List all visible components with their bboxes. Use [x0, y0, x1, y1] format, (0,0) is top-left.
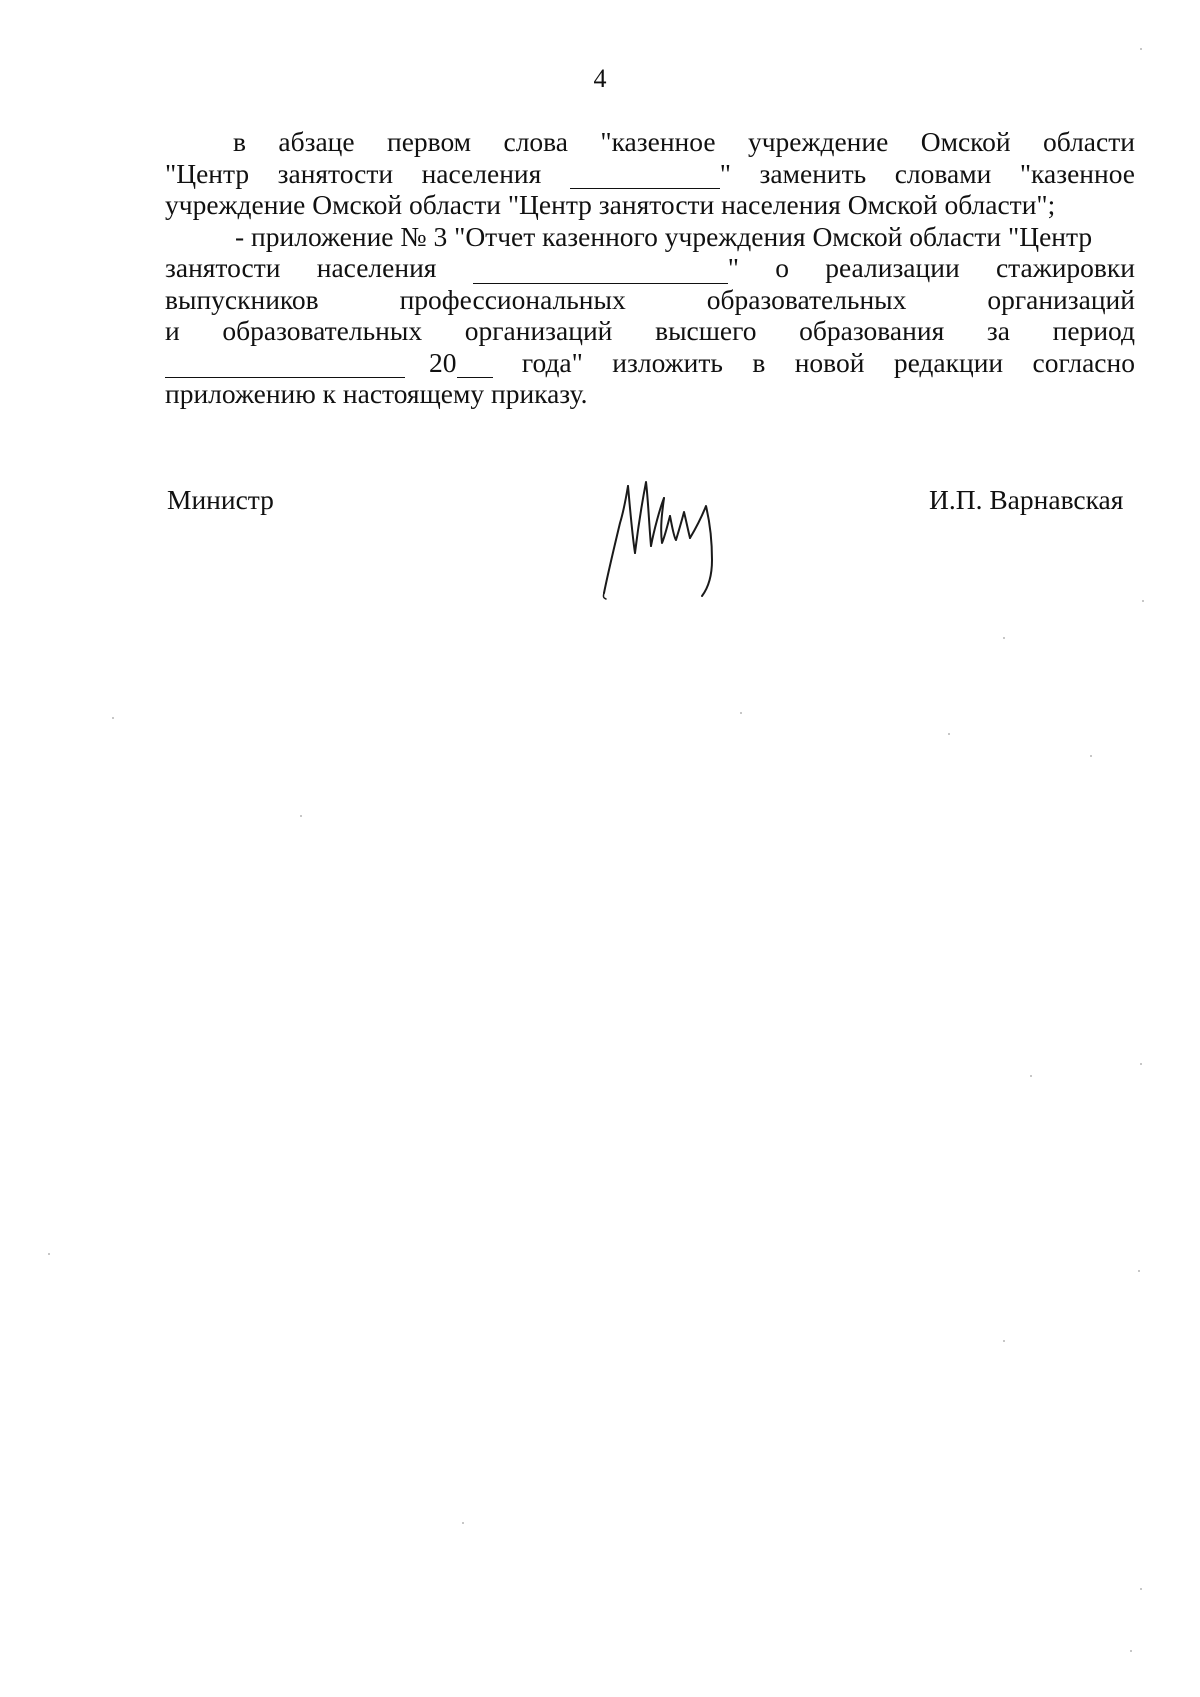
word: выпускников: [165, 283, 319, 315]
word: занятости: [165, 252, 281, 283]
text-line: [165, 189, 1135, 221]
scan-speck: [1140, 1063, 1142, 1065]
scan-speck: [1003, 637, 1005, 639]
word: и: [165, 315, 180, 346]
scan-speck: [1142, 600, 1144, 602]
word: редакции: [893, 346, 1004, 378]
word: образовательных: [706, 283, 907, 315]
scan-speck: [1003, 1340, 1005, 1342]
text-line: [165, 126, 1135, 158]
scan-speck: [740, 712, 742, 714]
word: в: [752, 346, 766, 378]
word: года": [521, 346, 583, 378]
blank-with-quote: [570, 158, 731, 190]
scan-speck: [300, 815, 302, 817]
scan-speck: [462, 1522, 464, 1524]
word: учреждение Омской области "Центр занятости населения Омской области";: [165, 189, 1056, 220]
word: занятости: [277, 157, 394, 189]
word: заменить: [759, 157, 867, 189]
word: за: [986, 315, 1010, 346]
word: образовательных: [222, 315, 423, 346]
word: высшего: [655, 315, 757, 346]
word: приложению к настоящему приказу.: [165, 378, 588, 409]
word: "казенное: [600, 126, 716, 157]
handwritten-signature: [600, 468, 760, 603]
blank-field: [473, 259, 728, 284]
word: населения: [421, 157, 542, 189]
scan-speck: [1130, 1650, 1132, 1652]
text-line: [165, 252, 1135, 284]
word: "Центр: [165, 157, 250, 189]
text-line: [165, 158, 1135, 190]
document-body: [165, 126, 1135, 410]
word: организаций: [464, 315, 613, 346]
text-line: [165, 315, 1135, 347]
word: 20: [429, 346, 457, 378]
word: учреждение: [747, 126, 889, 157]
word: новой: [794, 346, 865, 378]
word: первом: [386, 126, 472, 157]
scan-speck: [1138, 1270, 1140, 1272]
scan-speck: [948, 733, 950, 735]
blank-field: [165, 353, 405, 378]
signatory-position: Министр: [167, 484, 274, 515]
scan-speck: [1030, 1075, 1032, 1077]
word: согласно: [1032, 346, 1135, 378]
word: абзаце: [278, 126, 355, 157]
word: стажировки: [995, 252, 1135, 283]
word: профессиональных: [399, 283, 626, 315]
page-number: 4: [593, 64, 607, 93]
blank-field: [570, 164, 720, 189]
word: слова: [503, 126, 568, 157]
word: "казенное: [1019, 157, 1135, 189]
scan-speck: [1140, 48, 1142, 50]
scan-speck: [48, 1253, 50, 1255]
word: реализации: [825, 252, 960, 283]
text-line: [165, 284, 1135, 316]
signatory-name: И.П. Варнавская: [929, 484, 1124, 515]
text-line: [165, 378, 1135, 410]
date-blank: [165, 347, 493, 379]
word: период: [1052, 315, 1135, 346]
word: - приложение № 3 "Отчет казенного учреждения Омской области "Центр: [235, 220, 1093, 252]
word: о: [775, 252, 789, 283]
word: словами: [894, 157, 992, 189]
text-line: [165, 347, 1135, 379]
blank-field: [457, 353, 493, 378]
word: образования: [799, 315, 945, 346]
word: организаций: [987, 283, 1135, 315]
word: населения: [316, 252, 437, 283]
word: ": [727, 252, 739, 283]
word: ": [719, 157, 732, 189]
scan-speck: [1090, 755, 1092, 757]
word: изложить: [612, 346, 723, 378]
word: области: [1043, 126, 1135, 157]
blank-with-quote: [473, 252, 739, 284]
word: в: [233, 126, 246, 157]
scan-speck: [112, 717, 114, 719]
word: Омской: [920, 126, 1011, 157]
text-line: [165, 221, 1135, 253]
scan-speck: [1140, 1588, 1142, 1590]
